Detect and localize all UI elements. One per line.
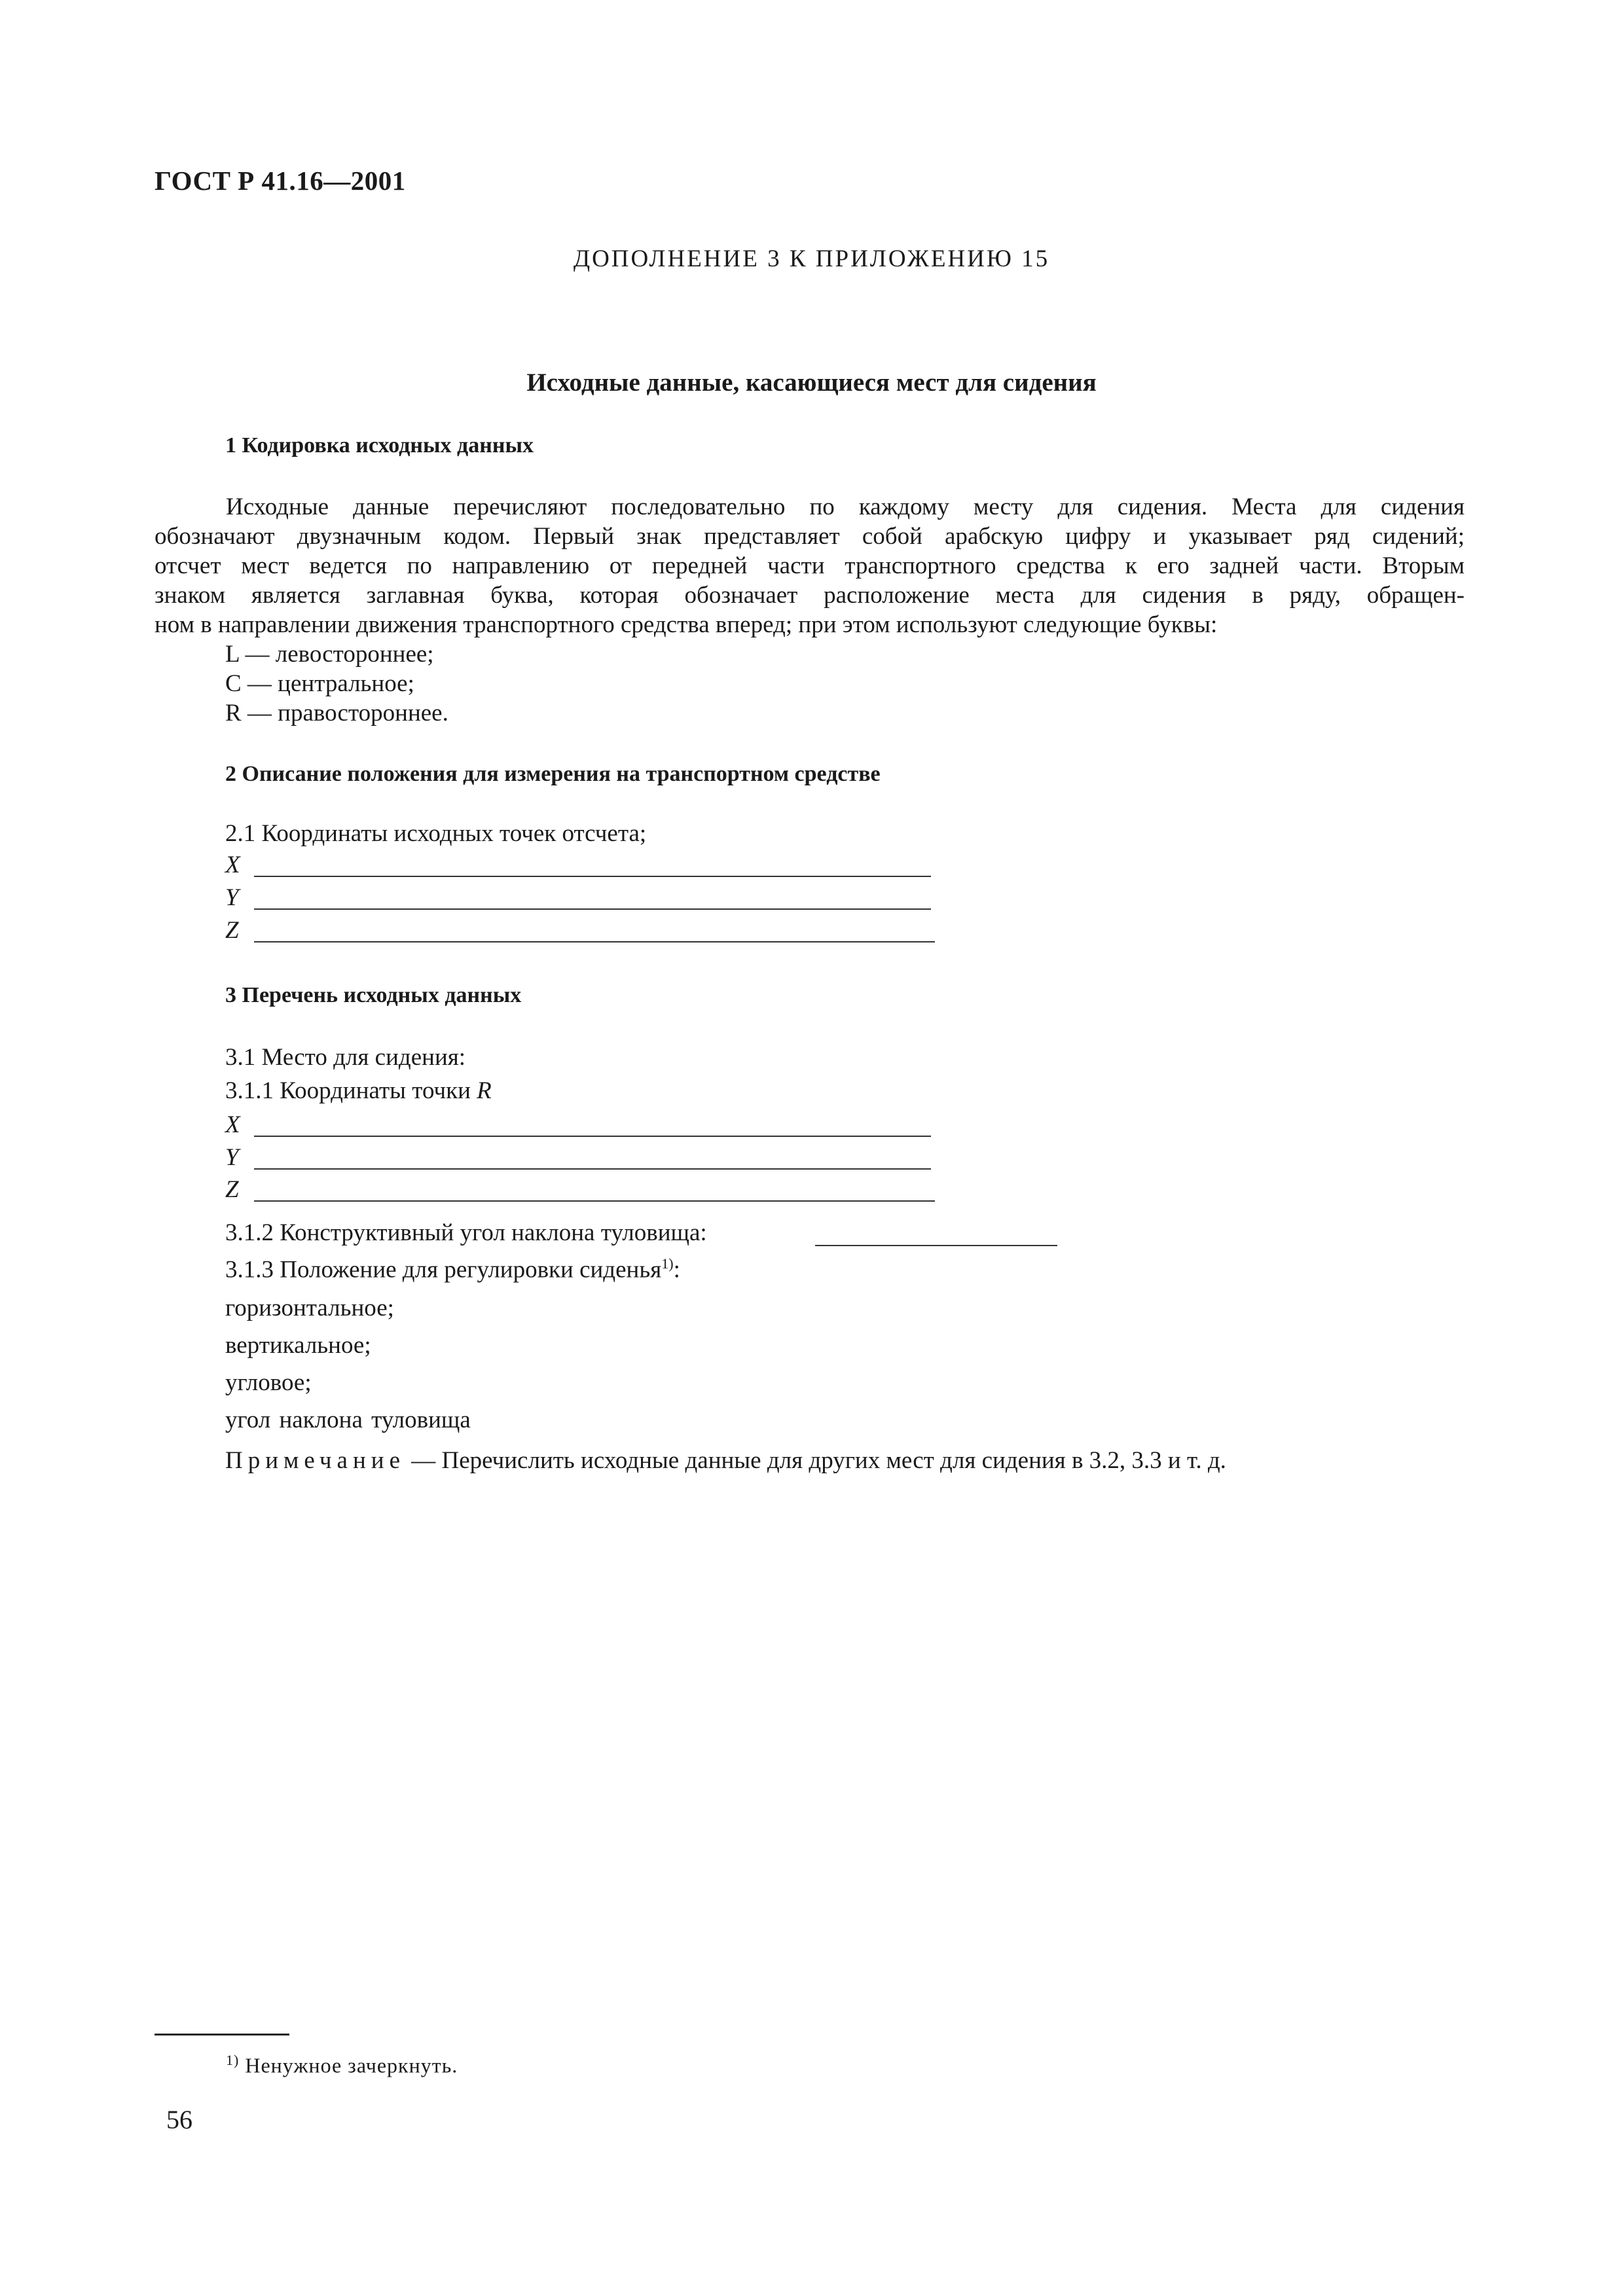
axis-z-blank	[254, 1200, 935, 1202]
item-3-1: 3.1 Место для сидения:	[225, 1044, 466, 1071]
axis-x-blank	[254, 876, 931, 877]
option-angular: угловое;	[225, 1369, 312, 1396]
item-3-1-3	[225, 1255, 680, 1283]
option-horizontal: горизонтальное;	[225, 1295, 394, 1321]
page-number: 56	[166, 2105, 192, 2134]
note	[225, 1446, 1226, 1475]
footnote-marker: 1)	[661, 1255, 674, 1272]
item-3-1-1-text: 3.1.1 Координаты точки	[225, 1077, 471, 1104]
note-text: — Перечислить исходные данные для других мест для сидения в 3.2, 3.3 и т. д.	[405, 1447, 1226, 1474]
option-vertical: вертикальное;	[225, 1332, 371, 1359]
axis-y-label: Y	[225, 884, 239, 911]
axis-y-label: Y	[225, 1144, 239, 1171]
paragraph-line: знаком является заглавная буква, которая обозначает расположение места для сидения в ряду, обращен-	[155, 582, 1465, 609]
item-3-1-3-text: 3.1.3 Положение для регулировки сиденья	[225, 1256, 662, 1283]
document-code: ГОСТ Р 41.16—2001	[155, 166, 406, 196]
paragraph-line: обозначают двузначным кодом. Первый знак представляет собой арабскую цифру и указывает ряд сидений;	[155, 523, 1465, 550]
page-title: Исходные данные, касающиеся мест для сидения	[526, 368, 1097, 397]
paragraph-line: отсчет мест ведется по направлению от передней части транспортного средства к его задней части. Вторым	[155, 552, 1465, 579]
axis-x-label: X	[225, 1111, 240, 1138]
axis-x-blank	[254, 1136, 931, 1137]
section-1-paragraph	[155, 492, 1465, 639]
code-item-left: L — левостороннее;	[225, 641, 434, 668]
paragraph-line: Исходные данные перечисляют последовательно по каждому месту для сидения. Места для сидения	[226, 493, 1465, 520]
axis-z-label: Z	[225, 917, 239, 944]
footnote-text: Ненужное зачеркнуть.	[245, 2053, 458, 2077]
footnote-divider	[155, 2034, 289, 2036]
code-item-center: C — центральное;	[225, 670, 414, 697]
item-3-1-3-colon: :	[673, 1256, 680, 1283]
torso-angle-blank	[815, 1245, 1057, 1246]
item-2-1: 2.1 Координаты исходных точек отсчета;	[225, 820, 647, 847]
section-1-heading: 1 Кодировка исходных данных	[225, 433, 534, 457]
point-r-label: R	[477, 1077, 492, 1104]
footnote	[226, 2052, 458, 2078]
section-3-heading: 3 Перечень исходных данных	[225, 983, 522, 1007]
axis-y-blank	[254, 1168, 931, 1170]
item-3-1-2: 3.1.2 Конструктивный угол наклона туловища:	[225, 1219, 707, 1246]
item-3-1-1	[225, 1077, 492, 1105]
axis-z-label: Z	[225, 1176, 239, 1203]
axis-z-blank	[254, 941, 935, 942]
option-torso-angle: угол наклона туловища	[225, 1407, 471, 1433]
axis-y-blank	[254, 908, 931, 910]
footnote-number: 1)	[226, 2052, 240, 2068]
code-item-right: R — правостороннее.	[225, 700, 448, 726]
supplement-title: ДОПОЛНЕНИЕ 3 К ПРИЛОЖЕНИЮ 15	[573, 245, 1050, 272]
axis-x-label: X	[225, 852, 240, 878]
paragraph-line: ном в направлении движения транспортного средства вперед; при этом используют следующие буквы:	[155, 611, 1218, 638]
note-label: Примечание	[225, 1447, 405, 1474]
section-2-heading: 2 Описание положения для измерения на транспортном средстве	[225, 762, 881, 786]
